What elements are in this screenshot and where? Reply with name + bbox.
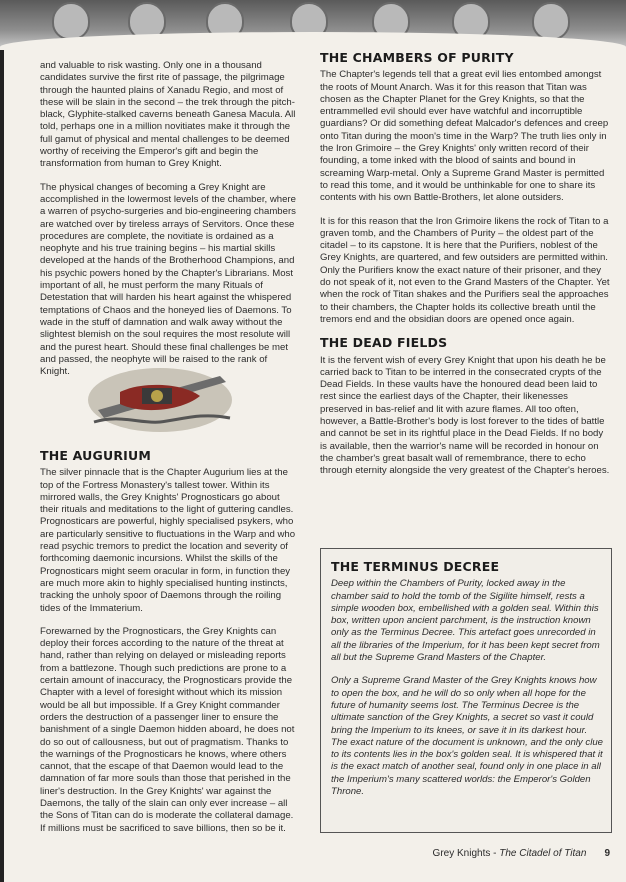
- box-heading: THE TERMINUS DECREE: [331, 559, 500, 574]
- right-column: [320, 52, 610, 489]
- shield-icon: [52, 2, 90, 40]
- paragraph: The physical changes of becoming a Grey Knight are accomplished in the lowermost levels of the chamber, where a warren of psycho-surgeries and bio-engineering chambers are watched over by tireless arrays of Servitors. Once these procedures are complete, the novitiate is ordained as a neophyte and his true training begins – his martial skills developed at the hands of the Brotherhood Champions, and his psychic powers honed by the Chapter's Librarians. Most important of all, he must perform the many Rituals of Detestation that will harden his heart against the whispered temptations of Chaos and the honeyed lies of Daemons. To wade in the stuff of damnation and walk away without the slightest blemish on the soul requires the most resolute will and the purest heart. Should these final challenges be met and passed, the neophyte will be raised to the rank of Knight.: [40, 181, 296, 378]
- footer-text: Grey Knights -: [432, 848, 500, 859]
- paragraph: It is the fervent wish of every Grey Knight that upon his death he be carried back to Titan to be interred in the consecrated crypts of the Dead Fields. In these vaults have the honoured dead been laid to rest since the earliest days of the Chapter, their likenesses preserved in bas-relief and lit with azure flames. All too often, however, a Battle-Brother's body is lost forever to the tides of battle and cannot be set in its rightful place in the Dead Fields. If no body is available, then the warrior's name will be recorded in honour on the chamber's great basalt wall of remembrance, there to echo through eternity alongside the very greatest of the Chapter's heroes.: [320, 354, 610, 477]
- page-footer: [420, 848, 610, 859]
- sword-illustration-icon: [80, 352, 240, 440]
- paragraph: The silver pinnacle that is the Chapter Augurium lies at the top of the Fortress Monastery's tallest tower. Within its mirrored walls, the Grey Knights' Prognosticars go about their rituals and meditations to the light of guttering candles. Prognosticars are powerful, highly specialised psykers, who are particularly sensitive to fluctuations in the Warp and who read psychic tremors to predict the location and severity of forthcoming daemonic incursions. Whilst the skills of the Prognosticars might seem oracular in form, in function they are much more akin to highly specialised hunting instincts, tracking the unholy spoor of Daemons through the roiling tides of the Immaterium.: [40, 467, 296, 614]
- paragraph: Only a Supreme Grand Master of the Grey Knights knows how to open the box, and he will do so only when all hope for the future of humanity seems lost. The Terminus Decree is the ultimate sanction of the Grey Knights, a secret so vast it could bring the Imperium to its knees, or save it in its darkest hour. The exact nature of the document is unknown, and the only clue to its contents lies in the box's golden seal. It is whispered that it is the exact match of another seal, found only in one place in all the Imperium's many scattered worlds: the Emperor's Golden Throne.: [331, 675, 603, 798]
- page-edge: [0, 0, 4, 882]
- augurium-section: [40, 450, 298, 846]
- paragraph: Deep within the Chambers of Purity, locked away in the chamber said to hold the tomb of the Sigilite himself, rests a simple wooden box, embellished with a golden seal. Within this box, written upon ancient parchment, is the instruction known only as the Terminus Decree. This artefact goes unrecorded in all the libraries of the Imperium, for it has been kept secret from all but the Supreme Grand Masters of the Chapter.: [331, 578, 600, 664]
- shield-icon: [532, 2, 570, 40]
- paragraph: Forewarned by the Prognosticars, the Grey Knights can deploy their forces according to the nature of the threat at hand, rather than relying on delayed or misleading reports from a battlezone. Though such predictions are prone to a certain amount of inaccuracy, the Prognosticars provide the Chapter with a level of foresight without which its mission would be all but impossible. If a Grey Knight commander orders the destruction of a passenger liner to ensure the banishment of a single Daemon hidden aboard, he does not do so out of callousness, but out of pragmatism. Thanks to the warnings of the Prognosticars he knows, where others cannot, that the escape of that Daemon would lead to the damnation of far more souls than those that perished in the liner's destruction. In the Grey Knights' war against the Daemons, the tally of the slain can only ever increase – all the Sons of Titan can do is moderate the collateral damage. If millions must be sacrificed to save billions, then so be it.: [40, 625, 295, 834]
- section-heading: THE CHAMBERS OF PURITY: [320, 50, 514, 65]
- paragraph: The Chapter's legends tell that a great evil lies entombed amongst the roots of Mount Anarch. Was it for this reason that Titan was chosen as the Chapter Planet for the Grey Knights, so that the entrammelled evil should ever have watchful and incorruptible guardians? Or did something defeat Malcador's defences and creep onto Titan during the moon's time in the Warp? The truth lies only in the Iron Grimoire – the Grey Knights' only written record of their founding, a tome inked with the blood of saints and bound in screaming Warp-metal. Only a Supreme Grand Master is permitted to read this tome, and it would be unthinkable for one to share its contents with his own Battle-Brothers, let alone outsiders.: [320, 69, 609, 204]
- left-column: [40, 60, 298, 389]
- footer-title: The Citadel of Titan: [499, 848, 587, 859]
- heraldic-banner: [0, 0, 626, 50]
- page-number: 9: [604, 848, 610, 859]
- terminus-decree-box: [320, 548, 612, 833]
- section-heading: THE AUGURIUM: [40, 448, 151, 463]
- paragraph: and valuable to risk wasting. Only one in a thousand candidates survive the first rite of passage, the pilgrimage through the haunted plains of Xanadu Regio, and most of these will be slain in the second – the trek through the pitch-black, Glyphite-stalked caverns beneath Ganesa Macula. All told, perhaps one in a million novitiates make it through the full gamut of physical and mental challenges to be deemed worthy of receiving the Emperor's gift and begin the transformation from human to Grey Knight.: [40, 60, 296, 170]
- section-heading: THE DEAD FIELDS: [320, 335, 448, 351]
- paragraph: It is for this reason that the Iron Grimoire likens the rock of Titan to a graven tomb, and the Chambers of Purity – the oldest part of the citadel – to its capstone. It is here that the Purifiers, noblest of the Grey Knights, are quartered, and few outsiders are permitted within. Only the Purifiers know the exact nature of their prisoner, and they do not speak of it, not even to the Grand Masters of the Chapter. Yet when the rock of Titan shakes and the Purifiers seal the approaches to their chambers, the Chapter holds its collective breath until the tremors end and the obsidian doors are opened once again.: [320, 215, 610, 325]
